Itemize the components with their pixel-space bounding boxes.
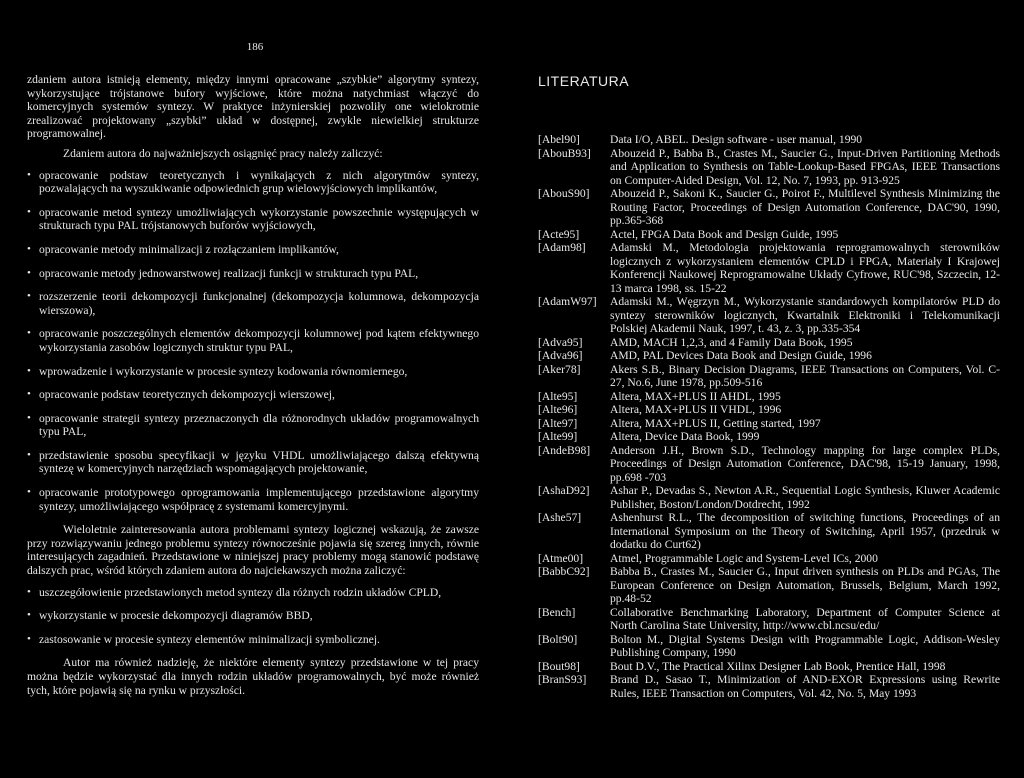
bullet-icon: •: [27, 364, 31, 377]
reference-item: [538, 403, 1000, 417]
reference-text: Adamski M., Węgrzyn M., Wykorzystanie standardowych kompilatorów PLD do syntezy sterowników logicznych, Kwartalnik Elektroniki i Telekomunikacji Polskiej Akademii Nauk, 1997, t. 43, z. 3, pp.335-354: [610, 295, 1000, 335]
reference-key: [Bolt90]: [538, 632, 578, 646]
list-item: • opracowanie prototypowego oprogramowania implementującego przedstawione algorytmy syntezy, umożliwiającego współpracę z systemami komercyjnymi.: [27, 486, 479, 513]
bullet-icon: •: [27, 448, 31, 461]
reference-key: [AshaD92]: [538, 484, 590, 497]
achievements-list: [27, 169, 479, 514]
list-item: • rozszerzenie teorii dekompozycji funkcjonalnej (dekompozycja kolumnowa, dekompozycja wierszowa),: [27, 290, 479, 317]
reference-key: [Adva95]: [538, 335, 583, 349]
list-item: • opracowanie metod syntezy umożliwiających wykorzystanie powszechnie występujących w strukturach typu PAL trójstanowych buforów wyjściowych,: [27, 205, 479, 233]
reference-item: [538, 606, 1000, 633]
list-item: • opracowanie metody jednowarstwowej realizacji funkcji w strukturach typu PAL,: [27, 266, 419, 280]
reference-text: Bolton M., Digital Systems Design with Programmable Logic, Addison-Wesley Publishing Company, 1990: [610, 632, 1000, 659]
reference-item: [538, 390, 1000, 404]
reference-item: [538, 633, 1000, 660]
reference-item: [538, 511, 1000, 552]
list-item: • przedstawienie sposobu specyfikacji w języku VHDL umożliwiającego dalszą efektywną syntezę w komercyjnych narzędziach wspomagających projektowanie,: [27, 448, 479, 476]
reference-text: Altera, MAX+PLUS II VHDL, 1996: [610, 403, 782, 416]
list-item: • wprowadzenie i wykorzystanie w procesie syntezy kodowania równomiernego,: [27, 364, 408, 378]
reference-text: Anderson J.H., Brown S.D., Technology mapping for large complex PLDs, Proceedings of Design Automation Conference, DAC'98, 15-19 January, 1998, pp.698 -703: [610, 443, 1000, 484]
page-number: 186: [246, 41, 264, 53]
reference-key: [AbouB93]: [538, 146, 591, 160]
reference-item: [538, 673, 1000, 700]
reference-item: [538, 187, 1000, 228]
bullet-icon: •: [27, 327, 31, 340]
reference-item: [538, 147, 1000, 188]
reference-text: Abouzeid P., Sakoni K., Saucier G., Poirot F., Multilevel Synthesis Minimizing the Routing Factor, Proceedings of Design Automation Conference, DAC'90, 1990, pp.365-368: [610, 187, 1000, 227]
list-item: • opracowanie metody minimalizacji z rozłączaniem implikantów,: [27, 242, 339, 256]
reference-text: Ashenhurst R.L., The decomposition of switching functions, Proceedings of an International Symposium on the Theory of Switching, April 1957, (przedruk w dodatku do Curt62): [610, 511, 1000, 551]
reference-key: [Abel90]: [538, 133, 580, 146]
reference-text: Data I/O, ABEL. Design software - user manual, 1990: [610, 133, 863, 146]
list-item: • uszczegółowienie przedstawionych metod syntezy dla różnych rodzin układów CPLD,: [27, 585, 442, 599]
reference-item: [538, 417, 1000, 431]
bullet-icon: •: [27, 388, 31, 401]
reference-key: [Ashe57]: [538, 511, 582, 524]
reference-text: Babba B., Crastes M., Saucier G., Input driven synthesis on PLDs and PGAs, The European Conference on Design Automation, Brussels, Belgium, March 1992, pp.48-52: [610, 565, 1000, 605]
closing-paragraph: Autor ma również nadzieję, że niektóre elementy syntezy przedstawione w tej pracy można będzie wykorzystać dla innych rodzin układów programowalnych, być może również tych, które pojawią się na rynku w przyszłości.: [27, 656, 479, 697]
bullet-icon: •: [27, 632, 31, 645]
reference-text: AMD, PAL Devices Data Book and Design Guide, 1996: [610, 349, 872, 362]
reference-item: [538, 228, 1000, 242]
bullet-icon: •: [27, 609, 31, 622]
reference-key: [Atme00]: [538, 551, 584, 565]
bullet-icon: •: [27, 585, 31, 598]
bullet-icon: •: [27, 205, 31, 218]
reference-text: Brand D., Sasao T., Minimization of AND-EXOR Expressions using Rewrite Rules, IEEE Transaction on Computers, Vol. 42, No. 5, May 1993: [610, 673, 1000, 700]
left-column: [27, 73, 479, 697]
bullet-icon: •: [27, 242, 31, 255]
reference-key: [Adam98]: [538, 241, 586, 254]
intro-paragraph: zdaniem autora istnieją elementy, między innymi opracowane „szybkie” algorytmy syntezy, wykorzystujące trójstanowe bufory wyjściowe, które można natychmiast włączyć do komercyjnych systemów syntezy. W praktyce inżynierskiej pozwoliły one wielokrotnie zrealizować projektowany „szybki” układ w dostępnej, zwykle niewielkiej strukturze programowalnej.: [27, 73, 479, 141]
reference-key: [Bout98]: [538, 659, 580, 673]
reference-key: [Acte95]: [538, 227, 580, 241]
bibliography-title: LITERATURA: [538, 73, 630, 89]
reference-item: [538, 430, 1000, 444]
reference-key: [AbouS90]: [538, 187, 590, 200]
reference-text: Adamski M., Metodologia projektowania reprogramowalnych sterowników logicznych z wykorzystaniem elementów CPLD i FPGA, Materiały I Krajowej Konferencji Naukowej Reprogramowalne Układy Cyfrowe, RUC'98, Szczecin, 12-13 marca 1998, ss. 15-22: [610, 241, 1000, 295]
reference-item: [538, 336, 1000, 350]
continuation-paragraph: Wieloletnie zainteresowania autora problemami syntezy logicznej wskazują, że zawsze przy rozwiązywaniu jednego problemu syntezy równocześnie pojawia się szereg innych, równie interesujących zagadnień. Przedstawione w niniejszej pracy problemy mogą stanowić podstawę dalszych prac, wśród których zdaniem autora do najciekawszych można zaliczyć:: [27, 523, 479, 578]
list-item: • opracowanie podstaw teoretycznych i wynikających z nich algorytmów syntezy, pozwalających na wyszukiwanie odpowiednich grup wielowyjściowych implikantów,: [27, 168, 479, 196]
reference-text: Ashar P., Devadas S., Newton A.R., Sequential Logic Synthesis, Kluwer Academic Publisher, Boston/London/Dotdrecht, 1992: [610, 484, 1000, 511]
list-item: • opracowanie poszczególnych elementów dekompozycji kolumnowej pod kątem efektywnego wykorzystania zasobów logicznych struktur typu PAL,: [27, 327, 479, 354]
achievements-intro: Zdaniem autora do najważniejszych osiągnięć pracy należy zaliczyć:: [63, 146, 383, 160]
reference-item: [538, 484, 1000, 511]
reference-text: Altera, MAX+PLUS II, Getting started, 1997: [610, 416, 821, 430]
reference-item: [538, 295, 1000, 336]
reference-text: Bout D.V., The Practical Xilinx Designer Lab Book, Prentice Hall, 1998: [610, 659, 946, 673]
reference-key: [Alte99]: [538, 430, 578, 443]
reference-item: [538, 241, 1000, 295]
reference-key: [Aker78]: [538, 362, 581, 376]
reference-key: [Alte96]: [538, 403, 578, 416]
list-item: • wykorzystanie w procesie dekompozycji diagramów BBD,: [27, 609, 313, 623]
reference-item: [538, 133, 1000, 147]
reference-key: [AdamW97]: [538, 295, 597, 308]
reference-text: Abouzeid P., Babba B., Crastes M., Saucier G., Input-Driven Partitioning Methods and Application to Synthesis on Table-Lookup-Based FPGAs, IEEE Transactions on Computer-Aided Design, Vol. 12, No. 7, 1993, pp. 913-925: [610, 146, 1000, 187]
reference-item: [538, 660, 1000, 674]
bullet-icon: •: [27, 290, 31, 303]
list-item: • zastosowanie w procesie syntezy elementów minimalizacji symbolicznej.: [27, 632, 380, 646]
list-item: • opracowanie strategii syntezy przeznaczonych dla różnorodnych układów programowalnych typu PAL,: [27, 411, 479, 439]
reference-item: [538, 444, 1000, 485]
bullet-icon: •: [27, 411, 31, 424]
reference-list: [538, 133, 1000, 700]
bullet-icon: •: [27, 168, 31, 181]
reference-key: [AndeB98]: [538, 443, 591, 457]
reference-text: Actel, FPGA Data Book and Design Guide, 1995: [610, 227, 839, 241]
list-item: • opracowanie podstaw teoretycznych dekompozycji wierszowej,: [27, 388, 335, 402]
bullet-icon: •: [27, 486, 31, 499]
reference-key: [Adva96]: [538, 349, 583, 362]
future-work-list: [27, 586, 479, 647]
bullet-icon: •: [27, 266, 31, 279]
reference-text: AMD, MACH 1,2,3, and 4 Family Data Book, 1995: [610, 335, 853, 349]
reference-key: [BabbC92]: [538, 565, 590, 578]
reference-text: Altera, MAX+PLUS II AHDL, 1995: [610, 389, 781, 403]
reference-key: [Bench]: [538, 605, 576, 619]
reference-text: Collaborative Benchmarking Laboratory, Department of Computer Science at North Carolina State University, http://www.cbl.ncsu/edu/: [610, 605, 1000, 632]
reference-item: [538, 363, 1000, 390]
right-column: [538, 73, 1000, 700]
reference-item: [538, 565, 1000, 606]
reference-key: [Alte95]: [538, 389, 578, 403]
reference-text: Akers S.B., Binary Decision Diagrams, IEEE Transactions on Computers, Vol. C-27, No.6, June 1978, pp.509-516: [610, 362, 1000, 389]
reference-key: [Alte97]: [538, 416, 578, 430]
reference-item: [538, 349, 1000, 363]
reference-key: [BranS93]: [538, 673, 587, 686]
reference-item: [538, 552, 1000, 566]
reference-text: Altera, Device Data Book, 1999: [610, 430, 760, 443]
reference-text: Atmel, Programmable Logic and System-Level ICs, 2000: [610, 551, 878, 565]
